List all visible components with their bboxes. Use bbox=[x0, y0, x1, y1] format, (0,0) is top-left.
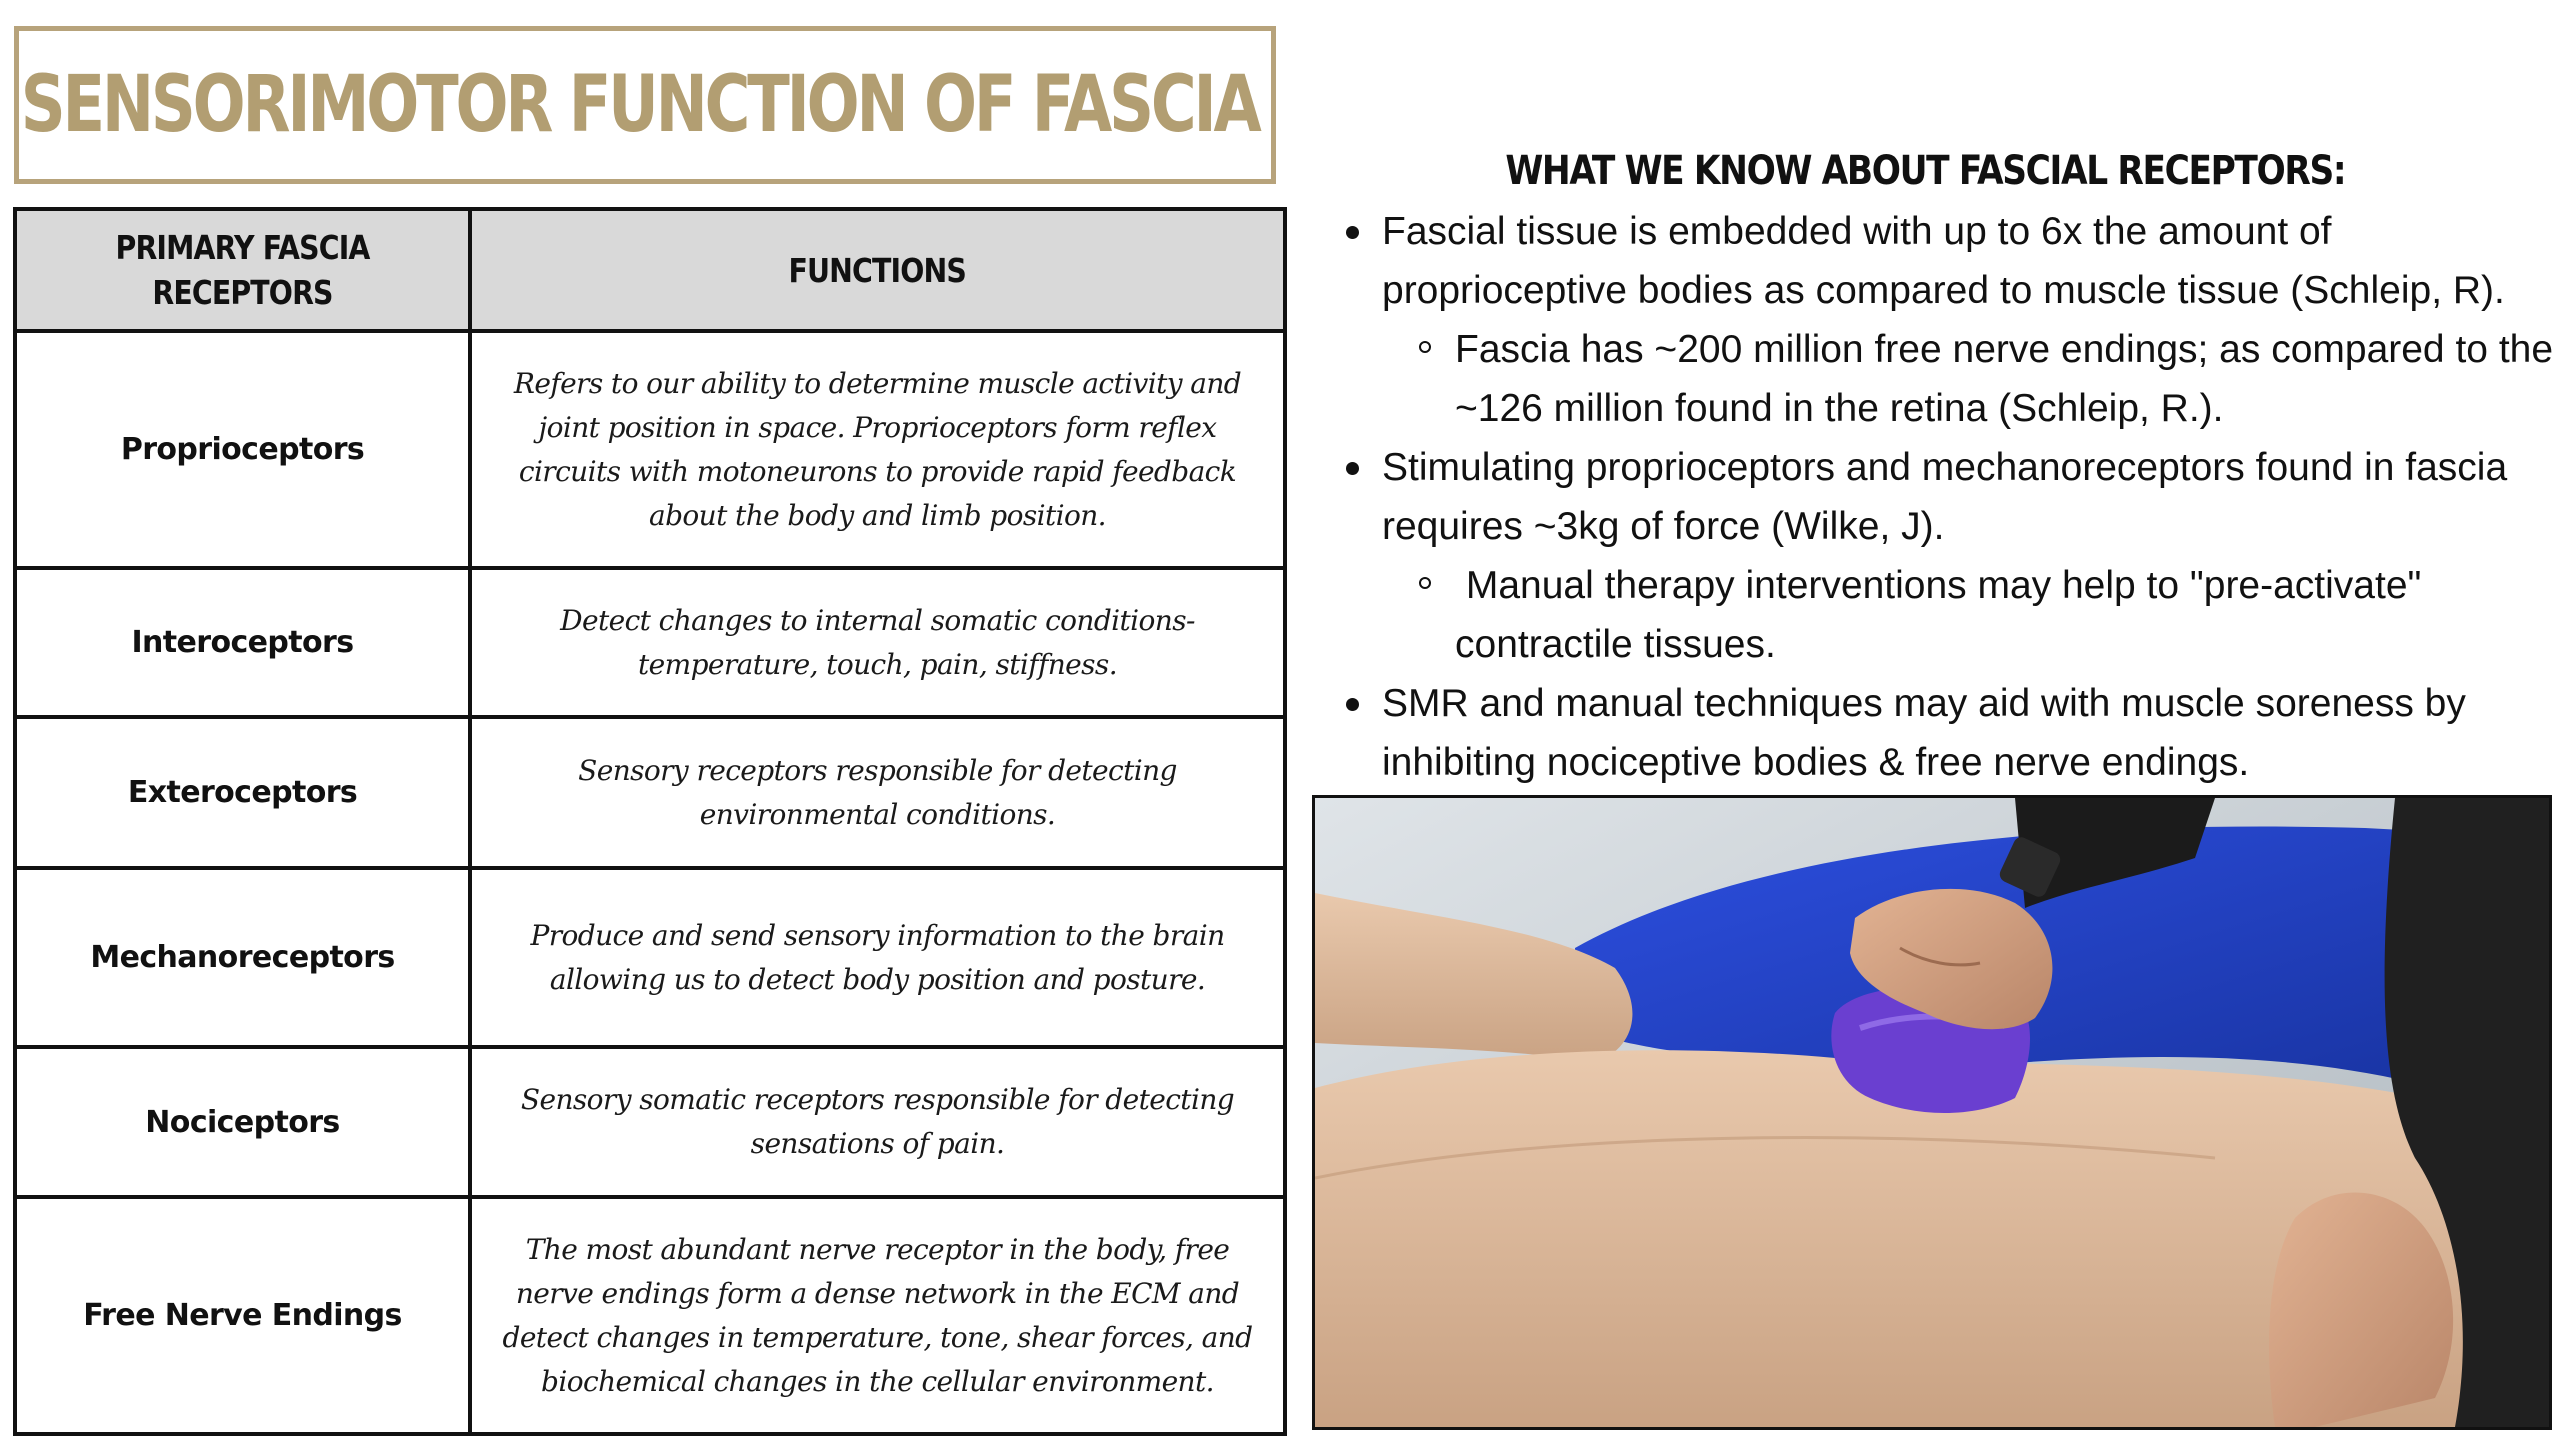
header-receptors-label: PRIMARY FASCIA RECEPTORS bbox=[115, 228, 370, 312]
header-functions-label: FUNCTIONS bbox=[788, 250, 967, 290]
bullet-dot-icon bbox=[1346, 226, 1359, 239]
therapy-photo bbox=[1312, 795, 2552, 1430]
receptor-function: Produce and send sensory information to the brain allowing us to detect body position and posture. bbox=[470, 868, 1285, 1047]
receptor-name: Nociceptors bbox=[15, 1047, 470, 1197]
section-heading-text: WHAT WE KNOW ABOUT FASCIAL RECEPTORS: bbox=[1505, 148, 2345, 194]
fact-text: Stimulating proprioceptors and mechanoreceptors found in fascia requires ~3kg of force (Wilke, J). bbox=[1382, 446, 2508, 548]
list-item bbox=[1340, 320, 2555, 438]
table-row bbox=[15, 717, 1285, 868]
receptor-function: The most abundant nerve receptor in the body, free nerve endings form a dense network in the ECM and detect changes in temperature, tone, shear forces, and biochemical changes in the cellular environment. bbox=[470, 1197, 1285, 1434]
receptor-function: Refers to our ability to determine muscle activity and joint position in space. Proprioceptors form reflex circuits with motoneurons to provide rapid feedback about the body and limb position. bbox=[470, 331, 1285, 568]
receptor-function: Sensory somatic receptors responsible for detecting sensations of pain. bbox=[470, 1047, 1285, 1197]
table-row bbox=[15, 868, 1285, 1047]
table-header-row bbox=[15, 209, 1285, 331]
list-item bbox=[1340, 438, 2555, 556]
bullet-dot-icon bbox=[1346, 462, 1359, 475]
receptor-name: Exteroceptors bbox=[15, 717, 470, 868]
receptor-name: Proprioceptors bbox=[15, 331, 470, 568]
header-receptors bbox=[15, 209, 470, 331]
list-item bbox=[1340, 556, 2555, 674]
header-functions bbox=[470, 209, 1285, 331]
bullet-circle-icon bbox=[1419, 341, 1431, 353]
list-item bbox=[1340, 202, 2555, 320]
therapy-photo-illustration bbox=[1315, 798, 2549, 1427]
facts-list bbox=[1340, 202, 2555, 792]
receptor-function: Sensory receptors responsible for detecting environmental conditions. bbox=[470, 717, 1285, 868]
fact-text: Fascia has ~200 million free nerve endings; as compared to the ~126 million found in the retina (Schleip, R.). bbox=[1455, 328, 2554, 430]
section-heading bbox=[1330, 148, 2520, 194]
bullet-dot-icon bbox=[1346, 698, 1359, 711]
receptor-name: Free Nerve Endings bbox=[15, 1197, 470, 1434]
table-row bbox=[15, 1047, 1285, 1197]
fact-text: SMR and manual techniques may aid with muscle soreness by inhibiting nociceptive bodies & free nerve endings. bbox=[1382, 682, 2466, 784]
title-box bbox=[14, 26, 1276, 184]
table-row bbox=[15, 1197, 1285, 1434]
receptor-function: Detect changes to internal somatic conditions- temperature, touch, pain, stiffness. bbox=[470, 568, 1285, 717]
list-item bbox=[1340, 674, 2555, 792]
fact-text: Manual therapy interventions may help to "pre-activate" contractile tissues. bbox=[1455, 564, 2433, 666]
bullet-circle-icon bbox=[1419, 577, 1431, 589]
receptor-name: Interoceptors bbox=[15, 568, 470, 717]
table-row bbox=[15, 568, 1285, 717]
receptor-table bbox=[13, 207, 1287, 1436]
receptor-name: Mechanoreceptors bbox=[15, 868, 470, 1047]
fact-text: Fascial tissue is embedded with up to 6x the amount of proprioceptive bodies as compared to muscle tissue (Schleip, R). bbox=[1382, 210, 2505, 312]
table-row bbox=[15, 331, 1285, 568]
page-title: SENSORIMOTOR FUNCTION OF FASCIA bbox=[21, 60, 1259, 150]
